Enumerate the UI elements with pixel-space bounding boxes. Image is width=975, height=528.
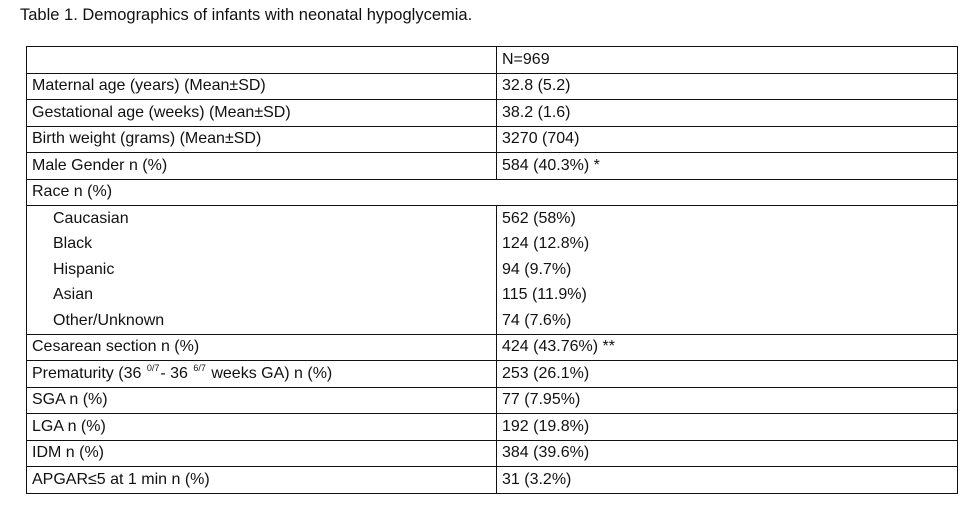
prematurity-label xyxy=(27,361,497,388)
row-value: 38.2 (1.6) xyxy=(497,100,958,127)
prematurity-label-suffix: weeks GA) n (%) xyxy=(211,364,333,382)
table-row xyxy=(27,206,958,232)
table-row xyxy=(27,361,958,388)
header-row xyxy=(27,47,958,74)
row-label: Birth weight (grams) (Mean±SD) xyxy=(27,126,497,153)
row-label: Male Gender n (%) xyxy=(27,153,497,180)
table-row xyxy=(27,232,958,258)
table-row xyxy=(27,467,958,494)
race-item-label: Asian xyxy=(27,283,497,309)
row-label: Gestational age (weeks) (Mean±SD) xyxy=(27,100,497,127)
table-row xyxy=(27,100,958,127)
row-value: 31 (3.2%) xyxy=(497,467,958,494)
table-row xyxy=(27,73,958,100)
row-label: IDM n (%) xyxy=(27,440,497,467)
table-row xyxy=(27,126,958,153)
header-label-cell xyxy=(27,47,497,74)
table-row xyxy=(27,387,958,414)
prematurity-label-prefix: Prematurity (36 xyxy=(32,364,142,382)
race-item-value: 94 (9.7%) xyxy=(497,257,958,283)
race-item-value: 562 (58%) xyxy=(497,206,958,232)
row-label: SGA n (%) xyxy=(27,387,497,414)
demographics-table xyxy=(26,46,958,494)
row-value: 384 (39.6%) xyxy=(497,440,958,467)
row-label: Maternal age (years) (Mean±SD) xyxy=(27,73,497,100)
table-row xyxy=(27,440,958,467)
row-label: LGA n (%) xyxy=(27,414,497,441)
table-row xyxy=(27,308,958,334)
row-value: 192 (19.8%) xyxy=(497,414,958,441)
race-item-label: Caucasian xyxy=(27,206,497,232)
header-value-cell: N=969 xyxy=(497,47,958,74)
prematurity-sup-start: 0/7 xyxy=(146,363,160,374)
table-row xyxy=(27,257,958,283)
table-caption: Table 1. Demographics of infants with neonatal hypoglycemia. xyxy=(20,6,473,24)
race-group-label: Race n (%) xyxy=(27,179,497,206)
race-item-value: 124 (12.8%) xyxy=(497,232,958,258)
prematurity-sup-end: 6/7 xyxy=(193,363,206,374)
row-value: 77 (7.95%) xyxy=(497,387,958,414)
table-row xyxy=(27,283,958,309)
race-item-value: 115 (11.9%) xyxy=(497,283,958,309)
row-value: 584 (40.3%) * xyxy=(497,153,958,180)
race-item-label: Other/Unknown xyxy=(27,308,497,334)
row-label: APGAR≤5 at 1 min n (%) xyxy=(27,467,497,494)
race-group-row xyxy=(27,179,958,206)
table-row xyxy=(27,414,958,441)
race-item-value: 74 (7.6%) xyxy=(497,308,958,334)
table-row xyxy=(27,334,958,361)
row-value: 32.8 (5.2) xyxy=(497,73,958,100)
race-item-label: Hispanic xyxy=(27,257,497,283)
prematurity-label-mid: - 36 xyxy=(160,364,188,382)
race-group-value xyxy=(497,179,958,206)
race-item-label: Black xyxy=(27,232,497,258)
row-label: Cesarean section n (%) xyxy=(27,334,497,361)
row-value: 3270 (704) xyxy=(497,126,958,153)
table-row xyxy=(27,153,958,180)
row-value: 424 (43.76%) ** xyxy=(497,334,958,361)
row-value: 253 (26.1%) xyxy=(497,361,958,388)
